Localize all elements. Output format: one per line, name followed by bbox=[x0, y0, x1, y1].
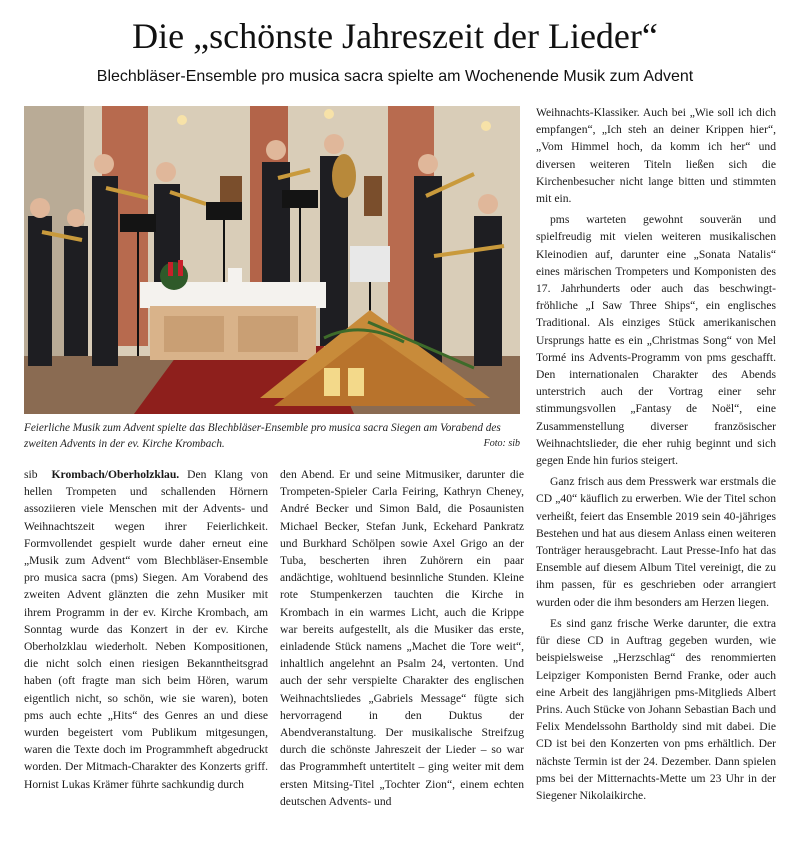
article-author: sib bbox=[24, 468, 38, 481]
photo-credit: Foto: sib bbox=[483, 438, 520, 449]
article-subheadline: Blechbläser-Ensemble pro musica sacra spielte am Wochenende Musik zum Advent bbox=[96, 68, 694, 85]
article-column-1 bbox=[24, 466, 268, 793]
concert-photo bbox=[24, 106, 520, 414]
article-headline: Die „schönste Jahreszeit der Lieder“ bbox=[132, 16, 658, 56]
photo-caption bbox=[24, 420, 520, 452]
article-paragraph: den Abend. Er und seine Mitmusiker, darunter die Trompeten-Spieler Carla Feiring, Kathryn Cheney, André Becker und Simon Bald, die Posaunisten Michael Becker, Stefan Junk, Eckehard Pankratz und Burkhard Schölpen sowie Axel Grigo an der Tuba, bescherten ihren Zuhörern ein paar andächtige, wohltuend besinnliche Stunden. Kleine rote Stumpenkerzen tauchten die Kirche in Krombach in ein warmes Licht, auch die Krippe war bereits aufgestellt, als die Musiker das erste, einladende Stück namens „Machet die Tore weit“, inhaltlich angelehnt an Psalm 24, vertonten. Und auch der sehr verspielte Charakter des englischen Weihnachtsliedes „Gabriels Message“ fügte sich hervorragend in den Duktus der Abendveranstaltung. Der musikalische Streifzug durch die schönste Jahreszeit der Lieder – so war das Programmheft untertitelt – ging weiter mit dem ersten Mitsing-Titel „Tochter Zion“, einem echten deutschen Advents- und bbox=[280, 468, 524, 808]
article-column-3 bbox=[536, 104, 776, 804]
article-paragraph: Ganz frisch aus dem Presswerk war erstmals die CD „40“ käuflich zu erwerben. Wie der Titel schon verheißt, feiert das Ensemble 2019 sein 40-jähriges Bestehen und hat aus diesem Anlass einen weiteren Tonträger herausgebracht. Laut Presse-Info hat das Ensemble auf diesem Album Titel vereinigt, die zu ihm passen, für es geschrieben oder arrangiert wurden oder die ihm besonders am Herzen liegen. bbox=[536, 475, 776, 609]
article-paragraph: Es sind ganz frische Werke darunter, die extra für diese CD in Auftrag gegeben wurden, wie beispielsweise „Herzschlag“ des renommierten Leipziger Komponisten Bernd Franke, oder auch eine Arbeit des langjährigen pms-Mitglieds Albert Prins. Auch Stücke von Johann Sebastian Bach und Felix Mendelssohn Bartholdy sind mit dabei. Die CD ist bei den Konzerten von pms erhältlich. Der nächste Termin ist der 24. Dezember. Dann spielen pms bei der Mitternachts-Mette um 23 Uhr in der Siegener Nikolaikirche. bbox=[536, 616, 776, 802]
photo-caption-text: Feierliche Musik zum Advent spielte das Blechbläser-Ensemble pro musica sacra Siegen am Vorabend des zweiten Advents in der ev. Kirche Krombach. bbox=[24, 422, 501, 450]
article-dateline: Krombach/Oberholzklau. bbox=[51, 468, 180, 481]
article-paragraph bbox=[24, 466, 268, 793]
article-column-2 bbox=[280, 466, 524, 810]
article-paragraph: Weihnachts-Klassiker. Auch bei „Wie soll ich dich empfangen“, „Ich steh an deiner Krippen hier“, „Vom Himmel hoch, da komm ich her“ und diversen weiteren Titeln ließen sich die Kirchenbesucher nicht lange bitten und stimmten mit ein. bbox=[536, 106, 776, 206]
article-text: Den Klang von hellen Trompeten und schallenden Hörnern assoziieren viele Menschen mit der Advents- und Weihnachtszeit wegen ihrer Feierlichkeit. Formvollendet gespielt wurde daher erneut eine „Musik zum Advent“ vom Blechbläser-Ensemble pro musica sacra (pms) Siegen. Am Vorabend des zweiten Advent glänzten die zehn Musiker mit ihrem Programm in der ev. Kirche Krombach, am Sonntag wurde das Konzert in der ev. Kirche Oberholzklau wiederholt. Neben Kompositionen, die nicht solch einen riesigen Bekanntheitsgrad haben (oft fragte man sich beim Hören, warum eigentlich nicht, so schön, wie sie waren), boten pms auch echte „Hits“ des Genres an und diese wurden begeistert vom Publikum mitgesungen, waren die Texte doch im Programmheft abgedruckt worden. Der Mitmach-Charakter des Konzerts griff. Hornist Lukas Krämer führte sachkundig durch bbox=[24, 468, 268, 791]
article-paragraph: pms warteten gewohnt souverän und spielfreudig mit vielen weiteren musikalischen Kleinodien auf, darunter eine „Sonata Natalis“ eines märischen Trompeters und Komponisten des 17. Jahrhunderts oder auch das beschwingt-fröhliche „I Saw Three Ships“, ein englisches Traditional. Als einziges Stück amerikanischen Ursprungs hatte es ein „Christmas Song“ von Mel Tormé ins Advents-Programm von pms geschafft. Den internationalen Charakter des Abends unterstrich auch der Vortrag einer sehr stimmungsvollen „Fantasy de Noël“, eine Zusammenstellung diverser französischer Weihnachtslieder, die eher ruhig beginnt und sich gegen Ende hin furios steigert. bbox=[536, 213, 776, 468]
